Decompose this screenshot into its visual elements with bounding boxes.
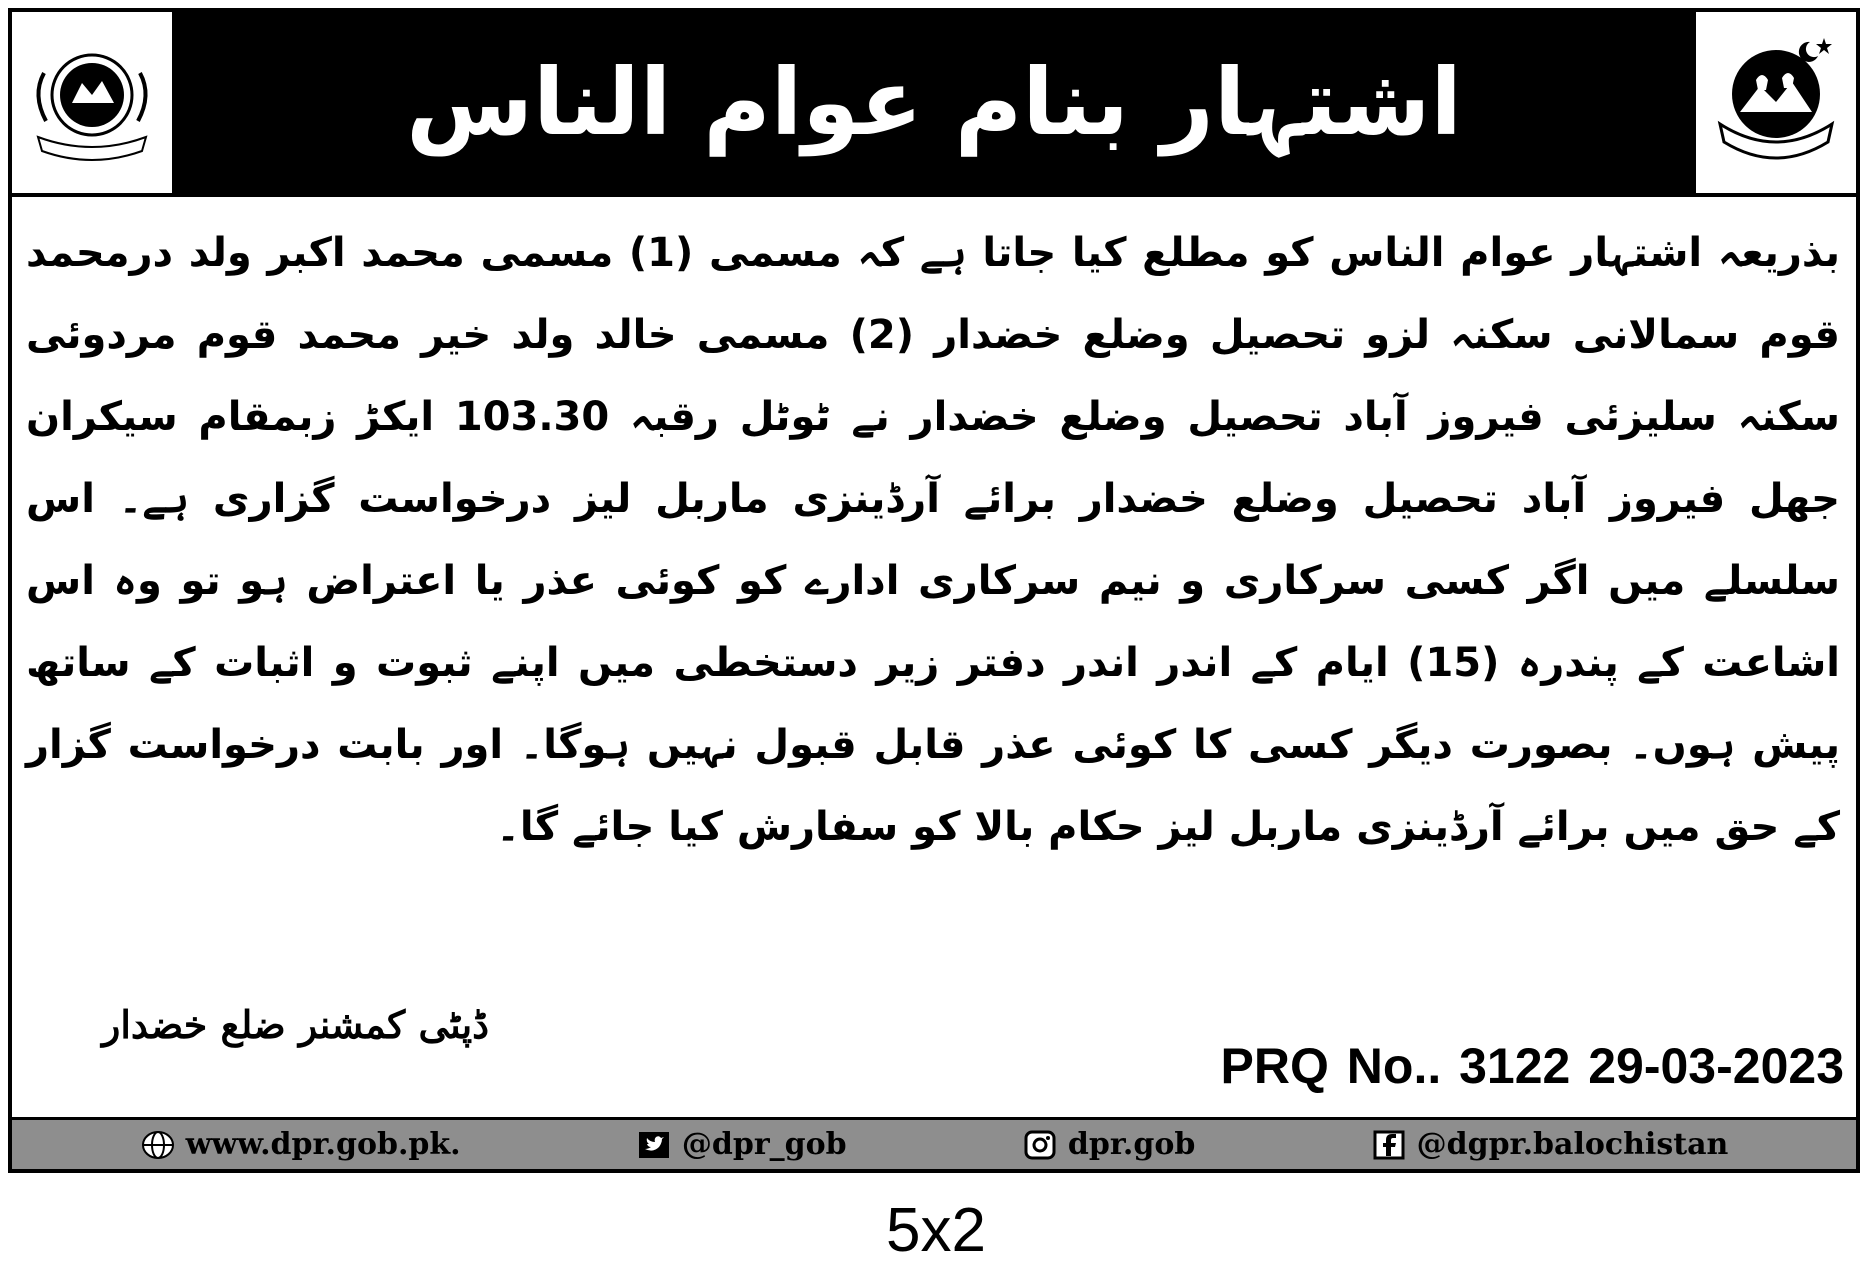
left-logo (12, 12, 175, 193)
footer-social-bar (12, 1117, 1856, 1169)
directorate-seal-logo-icon (22, 33, 162, 173)
twitter-link[interactable] (636, 1127, 847, 1162)
government-of-balochistan-emblem-icon (1706, 28, 1846, 178)
instagram-handle: dpr.gob (1067, 1127, 1196, 1162)
header (12, 12, 1856, 197)
ad-size-label: 5x2 (886, 1196, 986, 1265)
signature-deputy-commissioner: ڈپٹی کمشنر ضلع خضدار (102, 1002, 490, 1047)
twitter-icon (636, 1129, 672, 1161)
notice-body: بذریعہ اشتہار عوام الناس کو مطلع کیا جاتا ہے کہ مسمی (1) مسمی محمد اکبر ولد درمحمد قوم سمالانی سکنہ لزو تحصیل وضلع خضدار (2) مسمی خالد ولد خیر محمد قوم مردوئی سکنہ سلیزئی فیروز آباد تحصیل وضلع خضدار نے ٹوٹل رقبہ 103.30 ایکڑ زبمقام سیکران جھل فیروز آباد تحصیل وضلع خضدار برائے آرڈینزی ماربل لیز درخواست گزاری ہے۔ اس سلسلے میں اگر کسی سرکاری و نیم سرکاری ادارے کو کوئی عذر یا اعتراض ہو تو وہ اس اشاعت کے پندرہ (15) ایام کے اندر اندر دفتر زیر دستخطی میں اپنے ثبوت و اثبات کے ساتھ پیش ہوں۔ بصورت دیگر کسی کا کوئی عذر قابل قبول نہیں ہوگا۔ اور بابت درخواست گزار کے حق میں برائے آرڈینزی ماربل لیز حکام بالا کو سفارش کیا جائے گا۔ (26, 230, 1841, 850)
twitter-handle: @dpr_gob (681, 1127, 847, 1162)
title-band (175, 12, 1693, 193)
ad-title: اشتہار بنام عوام الناس (406, 49, 1462, 156)
website-text: www.dpr.gob.pk. (185, 1127, 461, 1162)
facebook-link[interactable] (1371, 1127, 1729, 1162)
right-logo (1693, 12, 1856, 193)
globe-icon (140, 1129, 176, 1161)
facebook-handle: @dgpr.balochistan (1416, 1127, 1729, 1162)
prq-number-date: PRQ No.. 3122 29-03-2023 (1220, 1038, 1844, 1094)
advertisement-frame (8, 8, 1860, 1173)
instagram-link[interactable] (1022, 1127, 1195, 1162)
facebook-icon (1371, 1129, 1407, 1161)
instagram-icon (1022, 1129, 1058, 1161)
website-link[interactable] (140, 1127, 461, 1162)
